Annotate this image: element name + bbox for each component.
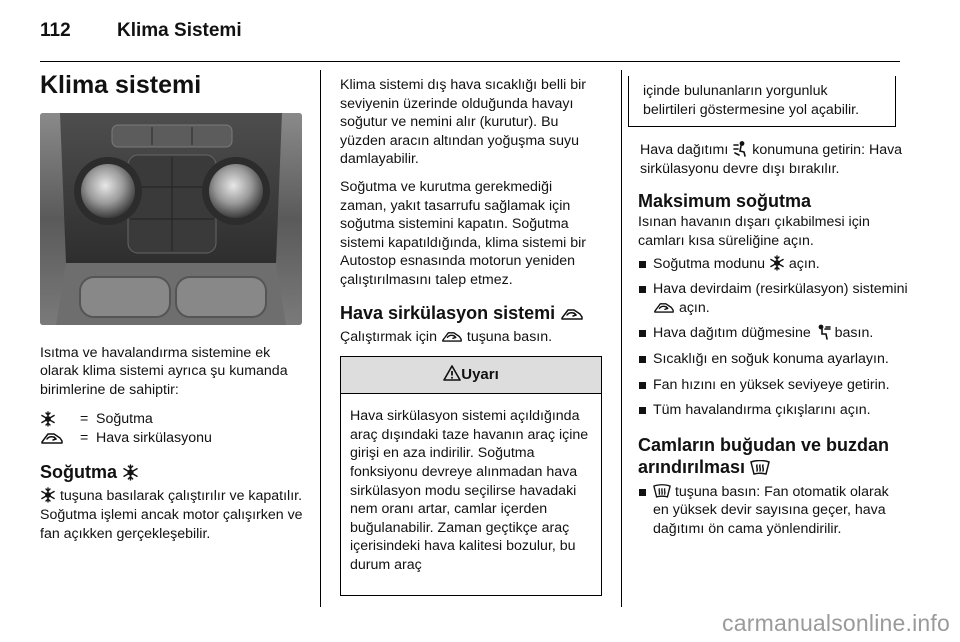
- paragraph-2: Soğutma ve kurutma gerekmediği zaman, yakıt tasarrufu sağlamak için soğutma sistemini kapatın. Soğutma sistemi kapatıldığında, klima sistemi bir Autostop esnasında motorun yeniden çalıştırılmasını talep etmez.: [340, 178, 587, 288]
- recirculation-text: Çalıştırmak için tuşuna basın.: [340, 328, 553, 345]
- cooling-heading: Soğutma: [40, 461, 306, 486]
- max-cooling-intro: Isınan havanın dışarı çıkabilmesi için camları kısa süreliğine açın.: [638, 214, 870, 249]
- air-distribution-feet-icon: [732, 141, 748, 157]
- warning-triangle-icon: [443, 365, 461, 381]
- warning-title: Uyarı: [461, 366, 499, 384]
- cooling-text: tuşuna basılarak çalıştırılır ve kapatılır. Soğutma işlemi ancak motor çalışırken ve fan açıkken gerçekleşebilir.: [40, 488, 303, 542]
- air-recirculation-icon: [653, 300, 675, 316]
- max-cooling-heading: Maksimum soğutma: [638, 191, 812, 212]
- list-item: tuşuna basın: Fan otomatik olarak en yüksek devir sayısına geçer, hava dağıtımı ön cama yönlendirilir.: [638, 483, 908, 539]
- chapter-title: Klima Sistemi: [117, 20, 242, 41]
- defrost-steps: [638, 483, 908, 539]
- list-item: Hava devirdaim (resirkülasyon) sistemini açın.: [638, 280, 908, 317]
- windshield-defrost-icon: [653, 484, 671, 500]
- list-item: Hava dağıtım düğmesine basın.: [638, 324, 908, 343]
- max-cooling-steps: [638, 255, 908, 420]
- watermark: carmanualsonline.info: [722, 610, 950, 636]
- list-item: Soğutma modunu açın.: [638, 255, 908, 274]
- column-2: [340, 76, 602, 596]
- snowflake-icon: [122, 464, 139, 486]
- column-3: [628, 76, 908, 546]
- column-1: [40, 71, 306, 552]
- warning-header: [341, 357, 601, 394]
- page-number: 112: [40, 20, 71, 41]
- legend-label: Soğutma: [96, 410, 153, 427]
- snowflake-icon: [40, 411, 80, 427]
- intro-text: Isıtma ve havalandırma sistemine ek olarak klima sistemi ayrıca şu kumanda birimlerine de sahiptir:: [40, 344, 288, 398]
- header-rule: [40, 61, 900, 62]
- snowflake-icon: [40, 487, 56, 503]
- column-divider-2: [621, 70, 622, 607]
- column-divider-1: [320, 70, 321, 607]
- defrost-heading: Camların buğudan ve buzdan arındırılması: [638, 434, 908, 481]
- warning-continuation: içinde bulunanların yorgunluk belirtileri göstermesine yol açabilir.: [628, 76, 896, 127]
- air-distribution-icon: [815, 324, 831, 340]
- recirculation-heading: Hava sirkülasyon sistemi: [340, 302, 602, 327]
- legend-equals: =: [80, 410, 89, 427]
- list-item: Fan hızını en yüksek seviyeye getirin.: [638, 376, 908, 395]
- section-title: Klima sistemi: [40, 71, 202, 99]
- windshield-defrost-icon: [750, 459, 770, 481]
- list-item: Sıcaklığı en soğuk konuma ayarlayın.: [638, 350, 908, 369]
- legend-label: Hava sirkülasyonu: [96, 429, 212, 446]
- distribution-text: Hava dağıtımı konumuna getirin: Hava sirkülasyonu devre dışı bırakılır.: [640, 142, 903, 177]
- legend-row-cooling: [40, 409, 306, 428]
- air-recirculation-icon: [441, 329, 463, 345]
- paragraph-1: Klima sistemi dış hava sıcaklığı belli bir seviyenin üzerinde olduğunda havayı soğutur ve nemini alır (kurutur). Bu yüzden aracın altından yoğuşma suyu damlayabilir.: [340, 77, 587, 168]
- warning-box: [340, 356, 602, 596]
- climate-panel-illustration: [40, 113, 302, 325]
- climate-control-photo: [40, 113, 302, 325]
- warning-body: Hava sirkülasyon sistemi açıldığında araç dışındaki taze havanın araç içine girişi en aza indirilir. Soğutma fonksiyonu devreye alınmadan hava sirkülasyon modu seçilirse havadaki nem oranı artar, camlar içerden buğulanabilir. Zaman geçtikçe araç içerisindeki hava kalitesi bozulur, bu durum araç: [350, 408, 589, 573]
- air-recirculation-icon: [560, 305, 584, 327]
- legend-row-recirculation: [40, 428, 306, 447]
- air-recirculation-icon: [40, 430, 80, 446]
- snowflake-icon: [769, 255, 785, 271]
- list-item: Tüm havalandırma çıkışlarını açın.: [638, 401, 908, 420]
- legend-equals: =: [80, 429, 89, 446]
